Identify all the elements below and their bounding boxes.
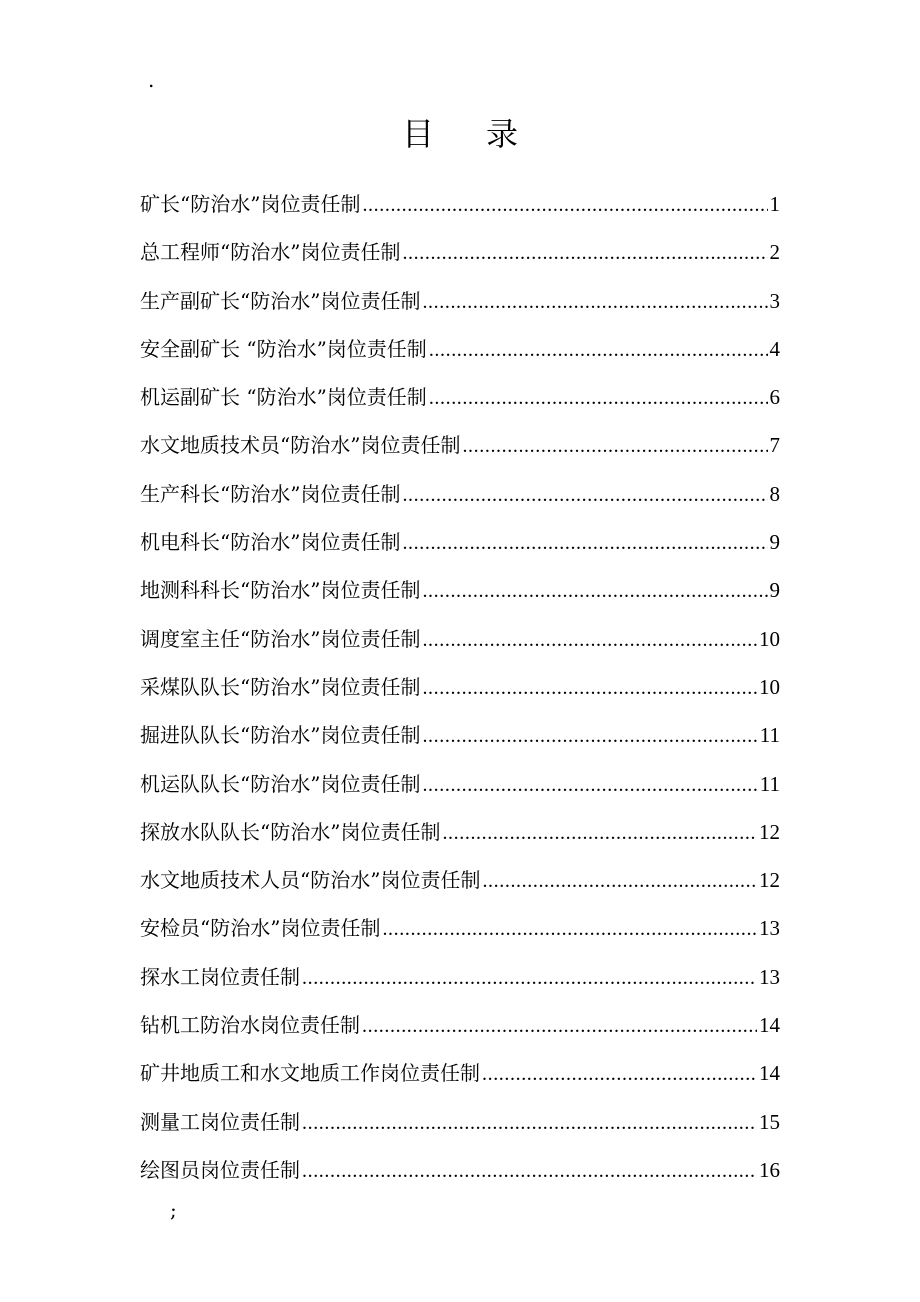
toc-entry-page-number: 2 (769, 240, 780, 265)
toc-entry-title: 机电科长“防治水”岗位责任制 (140, 530, 401, 555)
toc-entry[interactable] (140, 1098, 780, 1146)
toc-entry-page-number: 10 (759, 626, 780, 651)
toc-dot-leader (402, 229, 767, 277)
top-dot-mark: . (148, 68, 155, 92)
toc-entry[interactable] (140, 470, 780, 518)
toc-entry[interactable] (140, 325, 780, 373)
toc-entry[interactable] (140, 228, 780, 276)
toc-entry[interactable] (140, 277, 780, 325)
toc-entry-title: 生产科长“防治水”岗位责任制 (140, 481, 401, 506)
toc-entry[interactable] (140, 953, 780, 1001)
toc-entry-title: 总工程师“防治水”岗位责任制 (140, 240, 401, 265)
toc-entry[interactable] (140, 1049, 780, 1097)
toc-dot-leader (422, 567, 767, 615)
toc-entry-title: 矿井地质工和水文地质工作岗位责任制 (140, 1061, 480, 1086)
toc-dot-leader (422, 712, 757, 760)
toc-entry-title: 采煤队队长“防治水”岗位责任制 (140, 674, 421, 699)
toc-entry-title: 探水工岗位责任制 (140, 964, 300, 989)
toc-dot-leader (462, 422, 767, 470)
toc-entry[interactable] (140, 856, 780, 904)
toc-entry-title: 钻机工防治水岗位责任制 (140, 1013, 360, 1038)
toc-entry-page-number: 14 (759, 1013, 780, 1038)
toc-entry-title: 掘进队队长“防治水”岗位责任制 (140, 723, 421, 748)
toc-dot-leader (429, 326, 768, 374)
toc-entry-title: 安检员“防治水”岗位责任制 (140, 916, 381, 941)
toc-entry[interactable] (140, 421, 780, 469)
toc-entry-page-number: 4 (769, 336, 780, 361)
toc-title: 目录 (401, 115, 570, 153)
toc-dot-leader (422, 278, 767, 326)
toc-dot-leader (422, 664, 757, 712)
toc-entry[interactable] (140, 663, 780, 711)
toc-entry[interactable] (140, 808, 780, 856)
toc-entry-page-number: 3 (769, 288, 780, 313)
toc-entry[interactable] (140, 180, 780, 228)
toc-entry-title: 绘图员岗位责任制 (140, 1157, 300, 1182)
toc-entry-title: 调度室主任“防治水”岗位责任制 (140, 626, 421, 651)
toc-entry-page-number: 1 (769, 192, 780, 216)
toc-entry-title: 矿长“防治水”岗位责任制 (140, 192, 361, 216)
toc-dot-leader (422, 616, 757, 664)
toc-entry-title: 机运队队长“防治水”岗位责任制 (140, 771, 421, 796)
toc-entry-page-number: 16 (759, 1157, 780, 1182)
toc-dot-leader (422, 761, 757, 809)
toc-entry-page-number: 14 (759, 1061, 780, 1086)
toc-entry-page-number: 9 (769, 578, 780, 603)
toc-entry[interactable] (140, 373, 780, 421)
toc-dot-leader (402, 519, 767, 567)
toc-dot-leader (482, 857, 757, 905)
toc-dot-leader (482, 1050, 757, 1098)
toc-entry-page-number: 15 (759, 1109, 780, 1134)
toc-entry-title: 地测科科长“防治水”岗位责任制 (140, 578, 421, 603)
toc-entry[interactable] (140, 711, 780, 759)
toc-entry-page-number: 9 (769, 530, 780, 555)
bottom-semicolon-mark: ; (170, 1198, 177, 1222)
toc-entry-title: 探放水队队长“防治水”岗位责任制 (140, 819, 441, 844)
toc-entry-page-number: 8 (769, 481, 780, 506)
toc-entry-page-number: 7 (769, 433, 780, 458)
toc-entry-title: 安全副矿长 “防治水”岗位责任制 (140, 336, 427, 361)
toc-entry-page-number: 13 (759, 916, 780, 941)
toc-dot-leader (302, 1147, 757, 1195)
toc-entry-page-number: 6 (769, 385, 780, 410)
toc-entry-page-number: 12 (759, 868, 780, 893)
toc-dot-leader (442, 809, 757, 857)
toc-dot-leader (429, 374, 768, 422)
toc-entry-page-number: 10 (759, 674, 780, 699)
toc-entry-page-number: 13 (759, 964, 780, 989)
toc-entry-title: 水文地质技术员“防治水”岗位责任制 (140, 433, 461, 458)
toc-dot-leader (302, 1099, 757, 1147)
toc-entry[interactable] (140, 566, 780, 614)
toc-entry[interactable] (140, 1001, 780, 1049)
toc-entry-page-number: 11 (759, 723, 780, 748)
toc-dot-leader (382, 905, 757, 953)
toc-list (140, 180, 780, 1194)
toc-entry-title: 生产副矿长“防治水”岗位责任制 (140, 288, 421, 313)
toc-dot-leader (362, 1002, 757, 1050)
toc-entry-page-number: 11 (759, 771, 780, 796)
toc-entry[interactable] (140, 518, 780, 566)
toc-entry[interactable] (140, 760, 780, 808)
toc-entry[interactable] (140, 1146, 780, 1194)
toc-entry-title: 测量工岗位责任制 (140, 1109, 300, 1134)
toc-dot-leader (402, 471, 767, 519)
toc-entry-page-number: 12 (759, 819, 780, 844)
toc-entry-title: 机运副矿长 “防治水”岗位责任制 (140, 385, 427, 410)
toc-dot-leader (302, 954, 757, 1002)
toc-entry-title: 水文地质技术人员“防治水”岗位责任制 (140, 868, 481, 893)
toc-entry[interactable] (140, 615, 780, 663)
toc-dot-leader (362, 181, 767, 229)
toc-entry[interactable] (140, 904, 780, 952)
